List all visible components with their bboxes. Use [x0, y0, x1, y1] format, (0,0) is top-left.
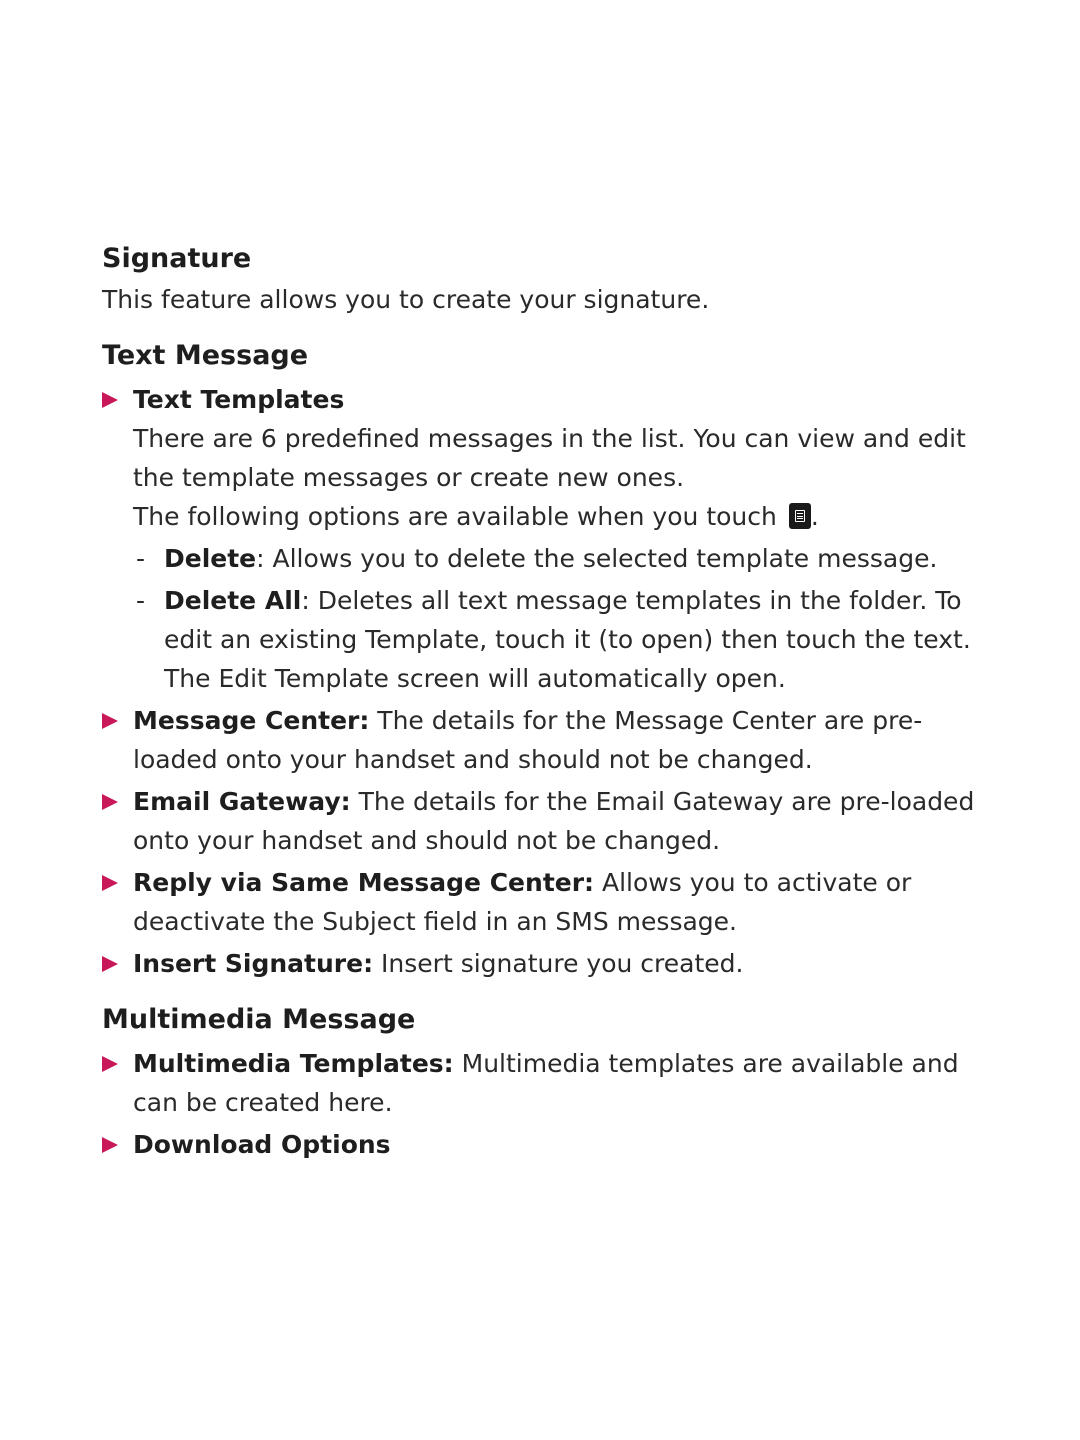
item-text: Allows you to activate or deactivate the Subject field in an SMS message. — [133, 868, 912, 936]
option-label: Delete — [164, 544, 257, 573]
section-spacer — [102, 319, 1002, 335]
signature-description: This feature allows you to create your signature. — [102, 285, 710, 314]
option-delete-all — [102, 581, 1002, 698]
multimedia-templates-item — [102, 1044, 1002, 1122]
option-label: Delete All — [164, 586, 302, 615]
bullet-arrow-icon — [102, 1056, 118, 1072]
item-label: Insert Signature: — [133, 949, 374, 978]
options-intro-text: The following options are available when you touch — [133, 502, 777, 531]
download-options-item — [102, 1125, 1002, 1164]
bullet-arrow-icon — [102, 794, 118, 810]
option-dash: - — [136, 586, 146, 615]
signature-heading: Signature — [102, 243, 252, 274]
item-text: Insert signature you created. — [373, 949, 744, 978]
option-text: : Allows you to delete the selected template message. — [256, 544, 938, 573]
text-templates-options-intro — [102, 497, 1002, 536]
text-templates-label: Text Templates — [133, 385, 345, 414]
option-text: : Deletes all text message templates in the folder. To edit an existing Template, touch it (to open) then touch the text. The Edit Template screen will automatically open. — [164, 586, 971, 693]
item-label: Download Options — [133, 1130, 391, 1159]
message-center-item — [102, 701, 1002, 779]
option-delete — [102, 539, 1002, 578]
bullet-arrow-icon — [102, 713, 118, 729]
text-templates-description: There are 6 predefined messages in the list. You can view and edit the template messages or create new ones. — [133, 424, 966, 492]
item-label: Reply via Same Message Center: — [133, 868, 595, 897]
email-gateway-item — [102, 782, 1002, 860]
bullet-arrow-icon — [102, 875, 118, 891]
text-templates-item — [102, 380, 1002, 419]
item-text: Multimedia templates are available and can be created here. — [133, 1049, 959, 1117]
bullet-arrow-icon — [102, 1137, 118, 1153]
options-intro-end: . — [810, 502, 819, 531]
bullet-arrow-icon — [102, 956, 118, 972]
item-label: Multimedia Templates: — [133, 1049, 454, 1078]
item-text: The details for the Message Center are pre-loaded onto your handset and should not be changed. — [133, 706, 923, 774]
multimedia-message-heading: Multimedia Message — [102, 1004, 416, 1035]
item-label: Message Center: — [133, 706, 370, 735]
menu-icon — [789, 503, 811, 529]
reply-via-same-message-center-item — [102, 863, 1002, 941]
section-spacer — [102, 983, 1002, 999]
text-message-heading: Text Message — [102, 340, 309, 371]
manual-page — [102, 238, 1002, 1164]
insert-signature-item — [102, 944, 1002, 983]
item-text: The details for the Email Gateway are pre-loaded onto your handset and should not be changed. — [133, 787, 975, 855]
bullet-arrow-icon — [102, 392, 118, 408]
item-label: Email Gateway: — [133, 787, 351, 816]
option-dash: - — [136, 544, 146, 573]
